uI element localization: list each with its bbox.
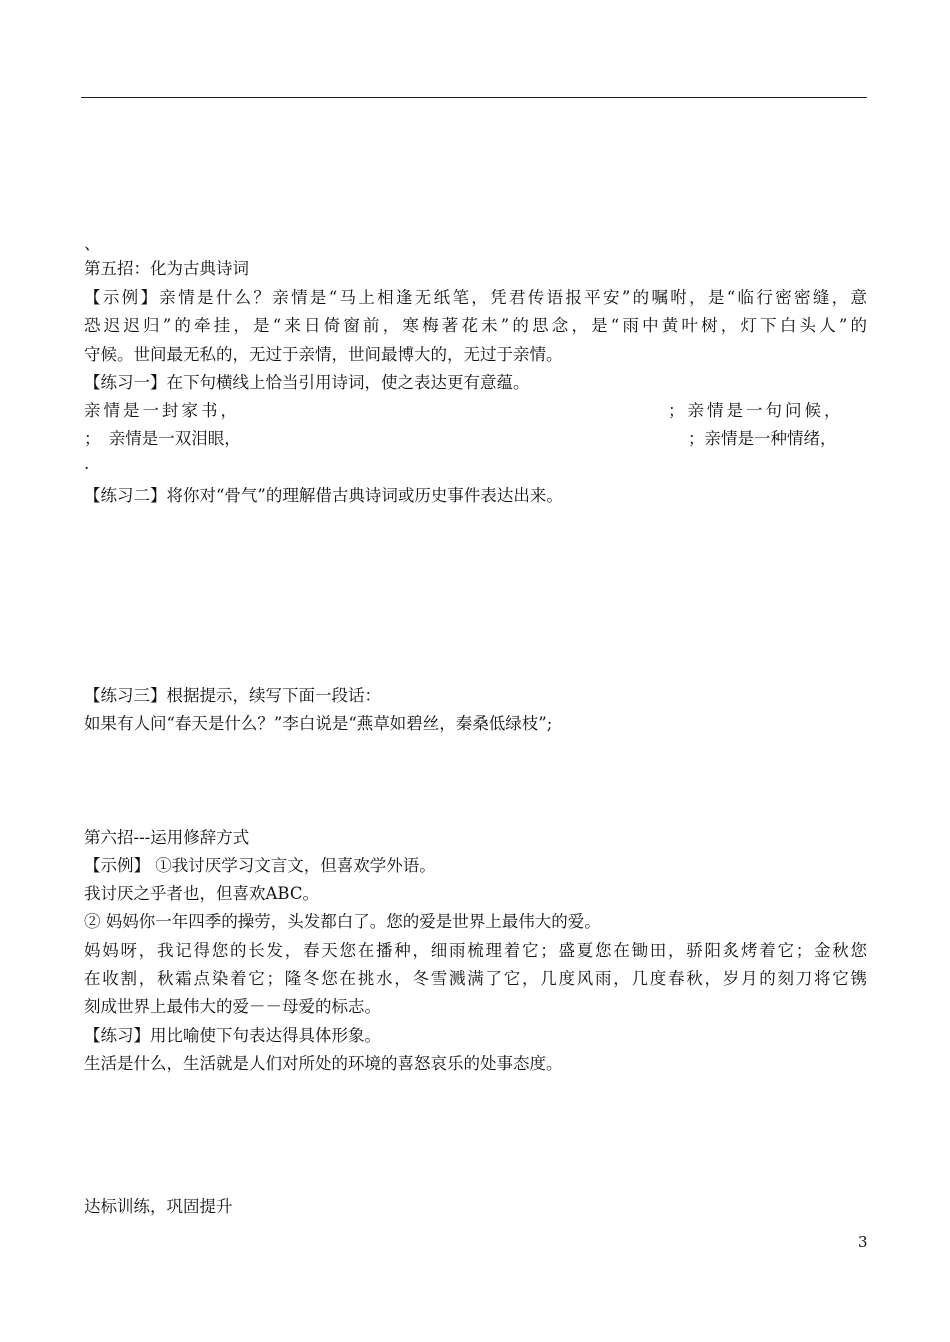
section6-paragraph-line1: 妈妈呀，我记得您的长发，春天您在播种，细雨梳理着它；盛夏您在锄田，骄阳炙烤着它；金秋您 [84,941,867,960]
stray-mark: 、 [84,234,101,253]
section6-example-line3: ② 妈妈你一年四季的操劳，头发都白了。您的爱是世界上最伟大的爱。 [84,912,601,931]
exercise1-line2-right: ；亲情是一种情绪， [688,429,837,448]
section6-example-label: 【示例】 ①我讨厌学习文言文，但喜欢学外语。 [84,856,436,875]
exercise1-prompt: 【练习一】在下句横线上恰当引用诗词，使之表达更有意蕴。 [84,373,530,392]
section6-example-line2: 我讨厌之乎者也，但喜欢ABC。 [84,884,319,903]
exercise2-prompt: 【练习二】将你对“骨气”的理解借古典诗词或历史事件表达出来。 [84,486,563,505]
section6-exercise-text: 生活是什么，生活就是人们对所处的环境的喜怒哀乐的处事态度。 [84,1054,563,1073]
section6-paragraph-line2: 在收割，秋霜点染着它；隆冬您在挑水，冬雪溅满了它，几度风雨，几度春秋，岁月的刻刀将它镌 [84,969,867,988]
section5-example-line1: 【示例】亲情是什么？亲情是“马上相逢无纸笔，凭君传语报平安”的嘱咐，是“临行密密缝，意 [84,288,867,307]
section5-example-line3: 守候。世间最无私的，无过于亲情，世间最博大的，无过于亲情。 [84,345,563,364]
section5-title: 第五招：化为古典诗词 [84,259,249,278]
page-number: 3 [858,1233,868,1251]
section6-exercise-prompt: 【练习】用比喻使下句表达得具体形象。 [84,1026,381,1045]
section6-title: 第六招---运用修辞方式 [84,828,250,847]
exercise1-line2-left: ； 亲情是一双泪眼， [84,429,241,448]
exercise1-line1-right: ；亲情是一句问候， [668,401,844,420]
footer-heading: 达标训练，巩固提升 [84,1197,233,1216]
exercise3-text: 如果有人问“春天是什么？”李白说是“燕草如碧丝，秦桑低绿枝”; [84,714,553,733]
header-rule [81,97,867,98]
exercise3-prompt: 【练习三】根据提示，续写下面一段话： [84,686,381,705]
exercise1-line1-left: 亲情是一封家书， [84,401,240,420]
exercise1-end: . [84,454,90,473]
section6-paragraph-line3: 刻成世界上最伟大的爱－－母爱的标志。 [84,997,381,1016]
section5-example-line2: 恐迟迟归”的牵挂，是“来日倚窗前，寒梅著花未”的思念，是“雨中黄叶树，灯下白头人”的 [84,316,867,335]
